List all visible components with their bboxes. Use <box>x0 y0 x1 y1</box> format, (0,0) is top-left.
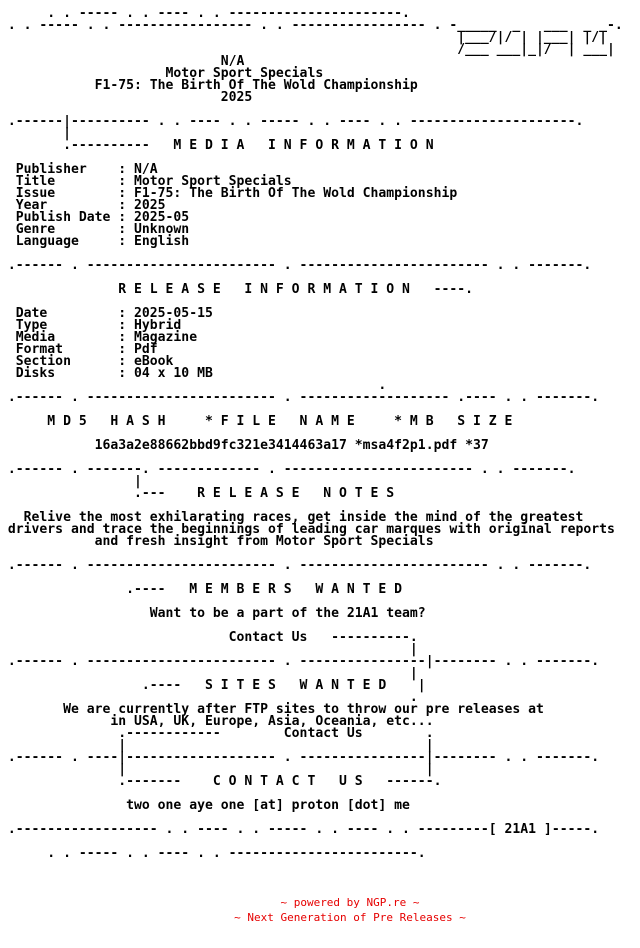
nfo-line: | <box>134 474 142 489</box>
nfo-line: .---- M E M B E R S W A N T E D <box>126 582 403 597</box>
nfo-line: Type : Hybrid <box>15 318 182 333</box>
nfo-line: Genre : Unknown <box>15 222 190 237</box>
nfo-line: .------------ Contact Us . <box>118 726 434 741</box>
nfo-line: Contact Us ----------. <box>228 630 418 645</box>
nfo-line: Section : eBook <box>15 354 174 369</box>
nfo-line: Year : 2025 <box>15 198 166 213</box>
nfo-line: Relive the most exhilarating races, get inside the mind of the greatest <box>23 510 584 525</box>
nfo-line: Format : Pdf <box>15 342 158 357</box>
nfo-line: .------|---------- . . ---- . . ----- . . ---- . . ---------------------. <box>7 114 584 129</box>
nfo-line: . . ----- . . ----------------- . . ----------------- . -_____ _ ___ _ _-. <box>7 18 623 33</box>
nfo-line: Media : Magazine <box>15 330 198 345</box>
nfo-line: in USA, UK, Europe, Asia, Oceania, etc... <box>110 714 434 729</box>
nfo-line: Motor Sport Specials <box>165 66 324 81</box>
tagline-line: ~ Next Generation of Pre Releases ~ <box>234 911 466 924</box>
nfo-line: .------------------ . . ---- . . ----- . . ---- . . ---------[ 21A1 ]-----. <box>7 822 600 837</box>
nfo-line: Issue : F1-75: The Birth Of The Wold Championship <box>15 186 458 201</box>
nfo-line: .--- R E L E A S E N O T E S <box>134 486 395 501</box>
nfo-line: R E L E A S E I N F O R M A T I O N ----. <box>118 282 473 297</box>
nfo-line: Want to be a part of the 21A1 team? <box>149 606 426 621</box>
nfo-line: .---------- M E D I A I N F O R M A T I O N <box>63 138 434 153</box>
powered-by-line: ~ powered by NGP.re ~ <box>280 896 420 909</box>
nfo-line: . <box>378 378 387 393</box>
nfo-line: | | <box>118 762 434 777</box>
nfo-line: |___/|/ | |___| |/| <box>457 30 607 45</box>
nfo-line: two one aye one [at] proton [dot] me <box>126 798 410 813</box>
nfo-line: drivers and trace the beginnings of leading car marques with original reports <box>7 522 615 537</box>
nfo-line: and fresh insight from Motor Sport Specials <box>94 534 434 549</box>
nfo-line: .------ . ------------------------ . ------------------------ . . -------. <box>7 558 592 573</box>
nfo-line: Language : English <box>15 234 190 249</box>
nfo-line: . <box>409 690 418 705</box>
nfo-text-block <box>0 8 623 872</box>
nfo-line: .------ . ------------------------ . ----------------|-------- . . -------. <box>7 654 600 669</box>
nfo-line: | <box>409 666 418 681</box>
nfo-line: | <box>63 126 71 141</box>
nfo-line: .------ . ------------------------ . ------------------- .---- . . -------. <box>7 390 600 405</box>
nfo-line: F1-75: The Birth Of The Wold Championship <box>94 78 418 93</box>
nfo-line: Title : Motor Sport Specials <box>15 174 292 189</box>
nfo-line: | | <box>118 738 434 753</box>
nfo-line: .------ . ----|------------------- . ----------------|-------- . . -------. <box>7 750 600 765</box>
nfo-line: Publish Date : 2025-05 <box>15 210 190 225</box>
nfo-line: Publisher : N/A <box>15 162 158 177</box>
nfo-line: . . ----- . . ---- . . ----------------------. <box>47 6 410 21</box>
nfo-line: M D 5 H A S H * F I L E N A M E * M B S I Z E <box>47 414 513 429</box>
nfo-line: .------- C O N T A C T U S ------. <box>118 774 442 789</box>
nfo-line: N/A <box>220 54 245 69</box>
nfo-line: . . ----- . . ---- . . ------------------------. <box>47 846 426 861</box>
nfo-line: 16a3a2e88662bbd9fc321e3414463a17 *msa4f2p1.pdf *37 <box>94 438 489 453</box>
nfo-line: We are currently after FTP sites to throw our pre releases at <box>63 702 544 717</box>
nfo-line: Disks : 04 x 10 MB <box>15 366 213 381</box>
nfo-line: 2025 <box>220 90 253 105</box>
nfo-line: /___ ___|_|/ | ___| <box>457 42 615 57</box>
nfo-line: .------ . ------------------------ . ------------------------ . . -------. <box>7 258 592 273</box>
nfo-line: .---- S I T E S W A N T E D | <box>141 678 426 693</box>
nfo-line: .------ . -------. ------------- . ------------------------ . . -------. <box>7 462 576 477</box>
nfo-line: Date : 2025-05-15 <box>15 306 213 321</box>
nfo-line: | <box>409 642 418 657</box>
